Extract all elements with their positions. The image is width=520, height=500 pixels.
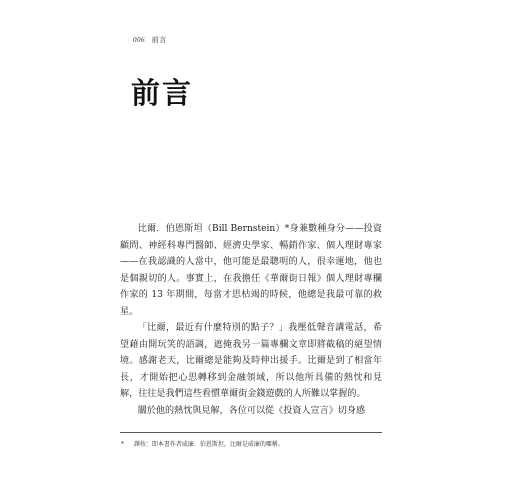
footnote (121, 439, 383, 448)
footnote-text: 譯按：即本書作者威廉．伯恩斯坦，比爾是威廉的暱稱。 (133, 441, 284, 448)
paragraph-2: 「比爾，最近有什麼特別的點子？」我壓低聲音講電話，希望藉由開玩笑的語調，遮掩我另一篇專欄文章即將截稿的絕望情境。感謝老天，比爾總是能夠及時伸出援手。比爾是到了相當年長，才開始把心思轉移到金融領域，所以他所具備的熱忱和見解，往往是我們這些看慣華爾街金錢遊戲的人所難以掌握的。 (120, 323, 382, 399)
page-number: 006 (133, 36, 145, 44)
footnote-mark: * (121, 441, 124, 448)
paragraph-1: 比爾．伯恩斯坦（Bill Bernstein）*身兼數種身分——投資顧問、神經科專門醫師、經濟史學家、暢銷作家、個人理財專家——在我認識的人當中，他可能是最聰明的人，很幸運地，他也是個親切的人。事實上，在我擔任《華爾街日報》個人理財專欄作家的 13 年期間，每當才思枯竭的時候，他總是我最可靠的救星。 (120, 224, 382, 317)
paragraph-3: 關於他的熱忱與見解，各位可以從《投資人宣言》切身感 (137, 405, 366, 416)
chapter-title: 前言 (131, 76, 194, 110)
footnote-divider (120, 432, 382, 433)
running-header-title: 前言 (151, 36, 167, 44)
body-text (120, 221, 382, 419)
running-header (133, 35, 167, 45)
